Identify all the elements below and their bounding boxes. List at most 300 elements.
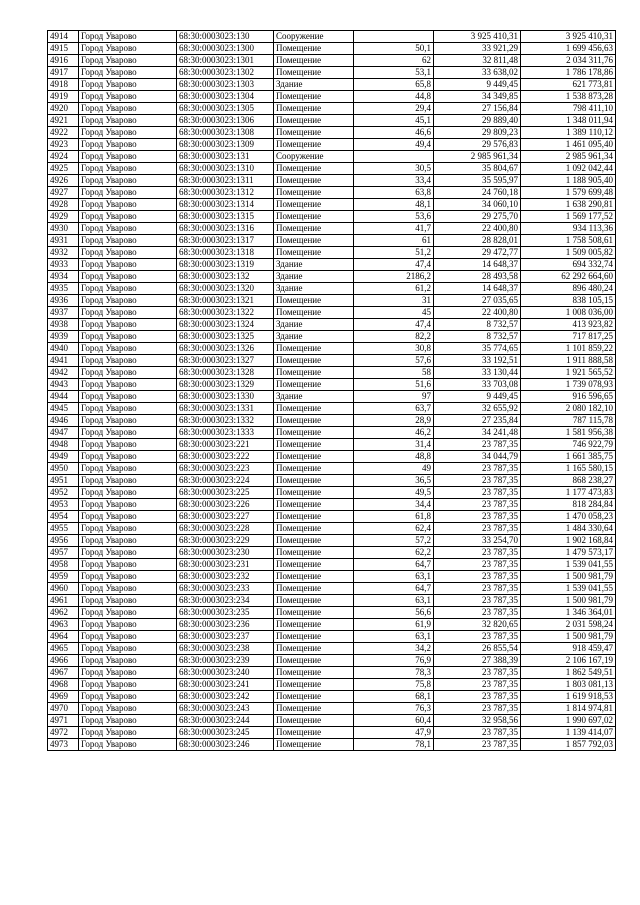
cell-row-number: 4928 bbox=[48, 199, 79, 211]
cell-unit-value: 33 703,08 bbox=[434, 379, 521, 391]
cell-row-number: 4971 bbox=[48, 715, 79, 727]
cell-cadastral-number: 68:30:0003023:1317 bbox=[177, 235, 274, 247]
cell-area: 53,6 bbox=[354, 211, 434, 223]
cell-locality: Город Уварово bbox=[79, 559, 177, 571]
cell-row-number: 4918 bbox=[48, 79, 79, 91]
cell-cadastral-value: 2 031 598,24 bbox=[521, 619, 616, 631]
table-row bbox=[48, 691, 616, 703]
cell-row-number: 4960 bbox=[48, 583, 79, 595]
cell-locality: Город Уварово bbox=[79, 259, 177, 271]
cell-row-number: 4935 bbox=[48, 283, 79, 295]
cell-object-type: Помещение bbox=[274, 655, 354, 667]
table-row bbox=[48, 739, 616, 751]
cell-object-type: Помещение bbox=[274, 91, 354, 103]
cell-locality: Город Уварово bbox=[79, 127, 177, 139]
cell-cadastral-value: 2 034 311,76 bbox=[521, 55, 616, 67]
cell-locality: Город Уварово bbox=[79, 679, 177, 691]
cell-area: 49,5 bbox=[354, 487, 434, 499]
table-row bbox=[48, 559, 616, 571]
cell-cadastral-value: 1 177 473,83 bbox=[521, 487, 616, 499]
property-table bbox=[47, 30, 616, 751]
cell-object-type: Помещение bbox=[274, 103, 354, 115]
table-row bbox=[48, 439, 616, 451]
table-row bbox=[48, 67, 616, 79]
table-row bbox=[48, 379, 616, 391]
cell-locality: Город Уварово bbox=[79, 475, 177, 487]
cell-cadastral-number: 68:30:0003023:224 bbox=[177, 475, 274, 487]
cell-object-type: Помещение bbox=[274, 295, 354, 307]
cell-cadastral-value: 1 857 792,03 bbox=[521, 739, 616, 751]
cell-row-number: 4919 bbox=[48, 91, 79, 103]
cell-cadastral-value: 1 346 364,01 bbox=[521, 607, 616, 619]
cell-locality: Город Уварово bbox=[79, 739, 177, 751]
cell-row-number: 4958 bbox=[48, 559, 79, 571]
cell-area: 53,1 bbox=[354, 67, 434, 79]
table-row bbox=[48, 343, 616, 355]
cell-area: 28,9 bbox=[354, 415, 434, 427]
cell-object-type: Помещение bbox=[274, 571, 354, 583]
cell-cadastral-number: 68:30:0003023:1328 bbox=[177, 367, 274, 379]
cell-row-number: 4915 bbox=[48, 43, 79, 55]
cell-cadastral-number: 68:30:0003023:1327 bbox=[177, 355, 274, 367]
cell-unit-value: 27 235,84 bbox=[434, 415, 521, 427]
cell-area: 63,1 bbox=[354, 595, 434, 607]
cell-row-number: 4942 bbox=[48, 367, 79, 379]
cell-locality: Город Уварово bbox=[79, 547, 177, 559]
cell-area: 51,6 bbox=[354, 379, 434, 391]
cell-cadastral-value: 838 105,15 bbox=[521, 295, 616, 307]
table-row bbox=[48, 391, 616, 403]
cell-unit-value: 23 787,35 bbox=[434, 679, 521, 691]
cell-locality: Город Уварово bbox=[79, 691, 177, 703]
cell-row-number: 4937 bbox=[48, 307, 79, 319]
cell-area: 29,4 bbox=[354, 103, 434, 115]
cell-row-number: 4959 bbox=[48, 571, 79, 583]
cell-object-type: Помещение bbox=[274, 499, 354, 511]
cell-cadastral-value: 1 139 414,07 bbox=[521, 727, 616, 739]
cell-cadastral-value: 1 902 168,84 bbox=[521, 535, 616, 547]
cell-locality: Город Уварово bbox=[79, 571, 177, 583]
cell-row-number: 4930 bbox=[48, 223, 79, 235]
cell-object-type: Помещение bbox=[274, 367, 354, 379]
table-row bbox=[48, 295, 616, 307]
cell-unit-value: 23 787,35 bbox=[434, 595, 521, 607]
cell-locality: Город Уварово bbox=[79, 271, 177, 283]
cell-row-number: 4946 bbox=[48, 415, 79, 427]
cell-row-number: 4969 bbox=[48, 691, 79, 703]
cell-area: 44,8 bbox=[354, 91, 434, 103]
cell-object-type: Помещение bbox=[274, 223, 354, 235]
cell-cadastral-number: 68:30:0003023:1312 bbox=[177, 187, 274, 199]
cell-unit-value: 27 035,65 bbox=[434, 295, 521, 307]
cell-cadastral-value: 1 484 330,64 bbox=[521, 523, 616, 535]
cell-row-number: 4952 bbox=[48, 487, 79, 499]
cell-locality: Город Уварово bbox=[79, 247, 177, 259]
cell-row-number: 4933 bbox=[48, 259, 79, 271]
cell-unit-value: 33 921,29 bbox=[434, 43, 521, 55]
cell-row-number: 4945 bbox=[48, 403, 79, 415]
cell-cadastral-value: 1 470 058,23 bbox=[521, 511, 616, 523]
cell-area bbox=[354, 31, 434, 43]
cell-object-type: Помещение bbox=[274, 307, 354, 319]
cell-row-number: 4965 bbox=[48, 643, 79, 655]
cell-cadastral-number: 68:30:0003023:1316 bbox=[177, 223, 274, 235]
cell-locality: Город Уварово bbox=[79, 715, 177, 727]
cell-object-type: Помещение bbox=[274, 523, 354, 535]
table-row bbox=[48, 271, 616, 283]
cell-row-number: 4916 bbox=[48, 55, 79, 67]
cell-locality: Город Уварово bbox=[79, 103, 177, 115]
cell-area: 47,9 bbox=[354, 727, 434, 739]
table-row bbox=[48, 619, 616, 631]
cell-cadastral-value: 1 500 981,79 bbox=[521, 631, 616, 643]
cell-cadastral-value: 818 284,84 bbox=[521, 499, 616, 511]
cell-cadastral-value: 1 786 178,86 bbox=[521, 67, 616, 79]
cell-cadastral-number: 68:30:0003023:130 bbox=[177, 31, 274, 43]
cell-area: 63,8 bbox=[354, 187, 434, 199]
cell-locality: Город Уварово bbox=[79, 115, 177, 127]
cell-row-number: 4941 bbox=[48, 355, 79, 367]
cell-locality: Город Уварово bbox=[79, 139, 177, 151]
cell-row-number: 4953 bbox=[48, 499, 79, 511]
cell-area: 58 bbox=[354, 367, 434, 379]
cell-cadastral-value: 1 348 011,94 bbox=[521, 115, 616, 127]
cell-area: 47,4 bbox=[354, 259, 434, 271]
cell-object-type: Здание bbox=[274, 331, 354, 343]
cell-row-number: 4950 bbox=[48, 463, 79, 475]
cell-cadastral-value: 1 739 078,93 bbox=[521, 379, 616, 391]
table-row bbox=[48, 487, 616, 499]
cell-object-type: Здание bbox=[274, 271, 354, 283]
cell-cadastral-value: 916 596,65 bbox=[521, 391, 616, 403]
cell-locality: Город Уварово bbox=[79, 727, 177, 739]
cell-unit-value: 27 388,39 bbox=[434, 655, 521, 667]
cell-cadastral-number: 68:30:0003023:232 bbox=[177, 571, 274, 583]
cell-cadastral-value: 1 579 699,48 bbox=[521, 187, 616, 199]
cell-locality: Город Уварово bbox=[79, 319, 177, 331]
table-row bbox=[48, 187, 616, 199]
table-row bbox=[48, 103, 616, 115]
cell-cadastral-number: 68:30:0003023:231 bbox=[177, 559, 274, 571]
cell-locality: Город Уварово bbox=[79, 199, 177, 211]
cell-area: 82,2 bbox=[354, 331, 434, 343]
cell-cadastral-value: 1 638 290,81 bbox=[521, 199, 616, 211]
cell-cadastral-number: 68:30:0003023:225 bbox=[177, 487, 274, 499]
cell-row-number: 4968 bbox=[48, 679, 79, 691]
cell-locality: Город Уварово bbox=[79, 67, 177, 79]
cell-unit-value: 22 400,80 bbox=[434, 223, 521, 235]
cell-object-type: Помещение bbox=[274, 175, 354, 187]
cell-row-number: 4961 bbox=[48, 595, 79, 607]
table-row bbox=[48, 547, 616, 559]
cell-unit-value: 35 774,65 bbox=[434, 343, 521, 355]
cell-area: 34,2 bbox=[354, 643, 434, 655]
cell-area: 64,7 bbox=[354, 583, 434, 595]
cell-cadastral-value: 1 814 974,81 bbox=[521, 703, 616, 715]
cell-area: 62 bbox=[354, 55, 434, 67]
table-row bbox=[48, 727, 616, 739]
table-row bbox=[48, 427, 616, 439]
cell-cadastral-value: 1 539 041,55 bbox=[521, 583, 616, 595]
cell-row-number: 4963 bbox=[48, 619, 79, 631]
cell-object-type: Помещение bbox=[274, 691, 354, 703]
cell-row-number: 4922 bbox=[48, 127, 79, 139]
cell-object-type: Помещение bbox=[274, 715, 354, 727]
cell-cadastral-value: 918 459,47 bbox=[521, 643, 616, 655]
cell-cadastral-value: 621 773,81 bbox=[521, 79, 616, 91]
cell-cadastral-number: 68:30:0003023:243 bbox=[177, 703, 274, 715]
table-row bbox=[48, 115, 616, 127]
cell-unit-value: 23 787,35 bbox=[434, 475, 521, 487]
cell-unit-value: 23 787,35 bbox=[434, 691, 521, 703]
cell-locality: Город Уварово bbox=[79, 307, 177, 319]
cell-area bbox=[354, 151, 434, 163]
cell-locality: Город Уварово bbox=[79, 415, 177, 427]
cell-locality: Город Уварово bbox=[79, 427, 177, 439]
cell-object-type: Помещение bbox=[274, 643, 354, 655]
cell-area: 45,1 bbox=[354, 115, 434, 127]
table-row bbox=[48, 235, 616, 247]
table-row bbox=[48, 499, 616, 511]
cell-unit-value: 34 060,10 bbox=[434, 199, 521, 211]
cell-area: 78,1 bbox=[354, 739, 434, 751]
cell-cadastral-number: 68:30:0003023:1333 bbox=[177, 427, 274, 439]
cell-locality: Город Уварово bbox=[79, 607, 177, 619]
cell-area: 45 bbox=[354, 307, 434, 319]
cell-unit-value: 32 958,56 bbox=[434, 715, 521, 727]
cell-unit-value: 27 156,84 bbox=[434, 103, 521, 115]
table-row bbox=[48, 403, 616, 415]
table-row bbox=[48, 283, 616, 295]
cell-object-type: Помещение bbox=[274, 619, 354, 631]
table-row bbox=[48, 595, 616, 607]
cell-locality: Город Уварово bbox=[79, 283, 177, 295]
cell-unit-value: 14 648,37 bbox=[434, 283, 521, 295]
cell-cadastral-number: 68:30:0003023:1321 bbox=[177, 295, 274, 307]
cell-unit-value: 8 732,57 bbox=[434, 319, 521, 331]
cell-row-number: 4925 bbox=[48, 163, 79, 175]
cell-cadastral-number: 68:30:0003023:229 bbox=[177, 535, 274, 547]
cell-area: 46,2 bbox=[354, 427, 434, 439]
cell-cadastral-value: 746 922,79 bbox=[521, 439, 616, 451]
table-row bbox=[48, 199, 616, 211]
cell-cadastral-number: 68:30:0003023:223 bbox=[177, 463, 274, 475]
cell-object-type: Помещение bbox=[274, 463, 354, 475]
cell-cadastral-value: 2 080 182,10 bbox=[521, 403, 616, 415]
cell-unit-value: 23 787,35 bbox=[434, 739, 521, 751]
cell-cadastral-value: 1 539 041,55 bbox=[521, 559, 616, 571]
cell-cadastral-value: 1 500 981,79 bbox=[521, 571, 616, 583]
cell-row-number: 4920 bbox=[48, 103, 79, 115]
table-row bbox=[48, 223, 616, 235]
cell-cadastral-number: 68:30:0003023:245 bbox=[177, 727, 274, 739]
cell-object-type: Помещение bbox=[274, 115, 354, 127]
cell-row-number: 4931 bbox=[48, 235, 79, 247]
cell-cadastral-value: 1 538 873,28 bbox=[521, 91, 616, 103]
table-row bbox=[48, 367, 616, 379]
cell-locality: Город Уварово bbox=[79, 499, 177, 511]
cell-row-number: 4972 bbox=[48, 727, 79, 739]
cell-locality: Город Уварово bbox=[79, 235, 177, 247]
cell-object-type: Помещение bbox=[274, 739, 354, 751]
cell-row-number: 4929 bbox=[48, 211, 79, 223]
cell-cadastral-value: 1 921 565,52 bbox=[521, 367, 616, 379]
cell-object-type: Помещение bbox=[274, 475, 354, 487]
cell-object-type: Помещение bbox=[274, 559, 354, 571]
cell-cadastral-value: 1 911 888,58 bbox=[521, 355, 616, 367]
cell-object-type: Сооружение bbox=[274, 151, 354, 163]
cell-cadastral-value: 3 925 410,31 bbox=[521, 31, 616, 43]
cell-object-type: Помещение bbox=[274, 199, 354, 211]
cell-unit-value: 33 192,51 bbox=[434, 355, 521, 367]
cell-unit-value: 35 804,67 bbox=[434, 163, 521, 175]
cell-area: 31,4 bbox=[354, 439, 434, 451]
cell-row-number: 4947 bbox=[48, 427, 79, 439]
cell-cadastral-number: 68:30:0003023:1326 bbox=[177, 343, 274, 355]
cell-area: 30,8 bbox=[354, 343, 434, 355]
cell-locality: Город Уварово bbox=[79, 379, 177, 391]
table-row bbox=[48, 703, 616, 715]
cell-area: 57,2 bbox=[354, 535, 434, 547]
cell-row-number: 4923 bbox=[48, 139, 79, 151]
table-row bbox=[48, 55, 616, 67]
cell-object-type: Здание bbox=[274, 79, 354, 91]
cell-area: 61,9 bbox=[354, 619, 434, 631]
cell-locality: Город Уварово bbox=[79, 331, 177, 343]
table-row bbox=[48, 655, 616, 667]
cell-object-type: Помещение bbox=[274, 439, 354, 451]
cell-locality: Город Уварово bbox=[79, 703, 177, 715]
cell-cadastral-number: 68:30:0003023:1330 bbox=[177, 391, 274, 403]
cell-area: 49,4 bbox=[354, 139, 434, 151]
cell-cadastral-number: 68:30:0003023:1305 bbox=[177, 103, 274, 115]
cell-cadastral-number: 68:30:0003023:230 bbox=[177, 547, 274, 559]
table-body bbox=[48, 31, 616, 751]
cell-area: 62,2 bbox=[354, 547, 434, 559]
cell-locality: Город Уварово bbox=[79, 403, 177, 415]
cell-cadastral-number: 68:30:0003023:227 bbox=[177, 511, 274, 523]
cell-row-number: 4924 bbox=[48, 151, 79, 163]
cell-row-number: 4934 bbox=[48, 271, 79, 283]
cell-unit-value: 29 472,77 bbox=[434, 247, 521, 259]
cell-cadastral-number: 68:30:0003023:132 bbox=[177, 271, 274, 283]
cell-area: 78,3 bbox=[354, 667, 434, 679]
cell-cadastral-value: 896 480,24 bbox=[521, 283, 616, 295]
cell-locality: Город Уварово bbox=[79, 79, 177, 91]
cell-unit-value: 26 855,54 bbox=[434, 643, 521, 655]
cell-row-number: 4939 bbox=[48, 331, 79, 343]
cell-cadastral-number: 68:30:0003023:235 bbox=[177, 607, 274, 619]
cell-locality: Город Уварово bbox=[79, 31, 177, 43]
table-row bbox=[48, 151, 616, 163]
table-row bbox=[48, 31, 616, 43]
cell-locality: Город Уварово bbox=[79, 619, 177, 631]
cell-cadastral-value: 1 619 918,53 bbox=[521, 691, 616, 703]
cell-cadastral-number: 68:30:0003023:1310 bbox=[177, 163, 274, 175]
cell-area: 51,2 bbox=[354, 247, 434, 259]
cell-locality: Город Уварово bbox=[79, 463, 177, 475]
cell-unit-value: 28 828,01 bbox=[434, 235, 521, 247]
cell-area: 61,8 bbox=[354, 511, 434, 523]
cell-cadastral-value: 694 332,74 bbox=[521, 259, 616, 271]
cell-cadastral-value: 1 500 981,79 bbox=[521, 595, 616, 607]
cell-object-type: Помещение bbox=[274, 535, 354, 547]
cell-unit-value: 23 787,35 bbox=[434, 511, 521, 523]
cell-cadastral-number: 68:30:0003023:237 bbox=[177, 631, 274, 643]
cell-unit-value: 32 820,65 bbox=[434, 619, 521, 631]
cell-cadastral-number: 68:30:0003023:1301 bbox=[177, 55, 274, 67]
cell-locality: Город Уварово bbox=[79, 451, 177, 463]
cell-row-number: 4926 bbox=[48, 175, 79, 187]
cell-cadastral-value: 1 101 859,22 bbox=[521, 343, 616, 355]
cell-cadastral-number: 68:30:0003023:1332 bbox=[177, 415, 274, 427]
cell-area: 48,1 bbox=[354, 199, 434, 211]
cell-cadastral-number: 68:30:0003023:1320 bbox=[177, 283, 274, 295]
cell-object-type: Помещение bbox=[274, 211, 354, 223]
cell-object-type: Здание bbox=[274, 319, 354, 331]
cell-unit-value: 3 925 410,31 bbox=[434, 31, 521, 43]
table-row bbox=[48, 511, 616, 523]
cell-unit-value: 33 130,44 bbox=[434, 367, 521, 379]
table-row bbox=[48, 175, 616, 187]
table-row bbox=[48, 307, 616, 319]
cell-unit-value: 34 044,79 bbox=[434, 451, 521, 463]
cell-area: 57,6 bbox=[354, 355, 434, 367]
cell-locality: Город Уварово bbox=[79, 355, 177, 367]
cell-object-type: Помещение bbox=[274, 235, 354, 247]
cell-locality: Город Уварово bbox=[79, 223, 177, 235]
cell-object-type: Помещение bbox=[274, 727, 354, 739]
cell-object-type: Сооружение bbox=[274, 31, 354, 43]
table-row bbox=[48, 451, 616, 463]
cell-unit-value: 23 787,35 bbox=[434, 607, 521, 619]
cell-cadastral-number: 68:30:0003023:1319 bbox=[177, 259, 274, 271]
cell-area: 63,1 bbox=[354, 631, 434, 643]
table-row bbox=[48, 679, 616, 691]
cell-unit-value: 9 449,45 bbox=[434, 79, 521, 91]
table-row bbox=[48, 355, 616, 367]
cell-locality: Город Уварово bbox=[79, 655, 177, 667]
cell-cadastral-value: 1 699 456,63 bbox=[521, 43, 616, 55]
cell-row-number: 4951 bbox=[48, 475, 79, 487]
cell-object-type: Здание bbox=[274, 391, 354, 403]
cell-cadastral-number: 68:30:0003023:1303 bbox=[177, 79, 274, 91]
cell-area: 76,3 bbox=[354, 703, 434, 715]
cell-cadastral-value: 1 803 081,13 bbox=[521, 679, 616, 691]
cell-cadastral-number: 68:30:0003023:1322 bbox=[177, 307, 274, 319]
cell-area: 31 bbox=[354, 295, 434, 307]
cell-unit-value: 23 787,35 bbox=[434, 583, 521, 595]
cell-locality: Город Уварово bbox=[79, 43, 177, 55]
cell-area: 64,7 bbox=[354, 559, 434, 571]
cell-cadastral-number: 68:30:0003023:1329 bbox=[177, 379, 274, 391]
cell-unit-value: 23 787,35 bbox=[434, 703, 521, 715]
cell-cadastral-number: 68:30:0003023:240 bbox=[177, 667, 274, 679]
cell-object-type: Помещение bbox=[274, 343, 354, 355]
cell-row-number: 4962 bbox=[48, 607, 79, 619]
cell-cadastral-number: 68:30:0003023:239 bbox=[177, 655, 274, 667]
cell-unit-value: 23 787,35 bbox=[434, 559, 521, 571]
cell-area: 97 bbox=[354, 391, 434, 403]
table-row bbox=[48, 259, 616, 271]
table-row bbox=[48, 331, 616, 343]
cell-row-number: 4970 bbox=[48, 703, 79, 715]
cell-cadastral-number: 68:30:0003023:1314 bbox=[177, 199, 274, 211]
cell-row-number: 4943 bbox=[48, 379, 79, 391]
table-row bbox=[48, 163, 616, 175]
cell-cadastral-value: 1 188 905,40 bbox=[521, 175, 616, 187]
cell-unit-value: 22 400,80 bbox=[434, 307, 521, 319]
